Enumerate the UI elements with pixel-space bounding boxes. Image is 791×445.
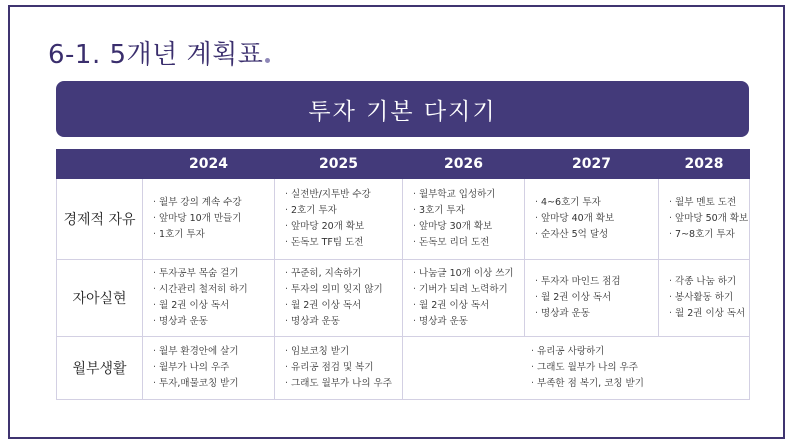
header-year: 2027 [525, 150, 659, 179]
cell-item: · 각종 나눔 하기 [669, 274, 749, 290]
cell-item: · 월부가 나의 우주 [153, 360, 274, 376]
cell-item: · 순자산 5억 달성 [535, 227, 658, 243]
cell-item: · 부족한 점 복기, 코칭 받기 [531, 376, 749, 392]
cell-item: · 실전반/지투반 수강 [285, 187, 402, 203]
cell-item: · 앞마당 10개 만들기 [153, 211, 274, 227]
header-year: 2028 [659, 150, 750, 179]
table-cell [525, 260, 659, 337]
page-title: 6-1. 5개년 계획표 [48, 34, 270, 71]
cell-item: · 월 2권 이상 독서 [413, 298, 524, 314]
title-dot-decoration [265, 58, 270, 63]
cell-item: · 시간관리 철저히 하기 [153, 282, 274, 298]
cell-item: · 명상과 운동 [153, 314, 274, 330]
table-cell [275, 260, 403, 337]
cell-item: · 돈독모 리더 도전 [413, 235, 524, 251]
cell-item: · 명상과 운동 [535, 306, 658, 322]
cell-item: · 월 2권 이상 독서 [153, 298, 274, 314]
cell-item: · 4~6호기 투자 [535, 195, 658, 211]
cell-item: · 앞마당 30개 확보 [413, 219, 524, 235]
cell-item: · 월부학교 입성하기 [413, 187, 524, 203]
cell-item: · 월 2권 이상 독서 [669, 306, 749, 322]
table-cell [659, 260, 750, 337]
cell-item: · 명상과 운동 [285, 314, 402, 330]
table-header-row [57, 150, 750, 179]
table-cell [403, 260, 525, 337]
plan-table [56, 149, 750, 400]
cell-item: · 꾸준히, 지속하기 [285, 266, 402, 282]
cell-item: · 월부 환경안에 살기 [153, 344, 274, 360]
cell-item: · 2호기 투자 [285, 203, 402, 219]
table-cell [275, 179, 403, 260]
table-cell [143, 337, 275, 400]
cell-item: · 7~8호기 투자 [669, 227, 749, 243]
header-year: 2024 [143, 150, 275, 179]
cell-item: · 앞마당 40개 확보 [535, 211, 658, 227]
cell-item: · 앞마당 50개 확보 [669, 211, 749, 227]
cell-item: · 투자공부 목숨 걸기 [153, 266, 274, 282]
cell-item: · 유리공 점검 및 복기 [285, 360, 402, 376]
row-label: 경제적 자유 [57, 179, 143, 260]
cell-item: · 유리공 사랑하기 [531, 344, 749, 360]
row-label: 자아실현 [57, 260, 143, 337]
cell-item: · 임보코칭 받기 [285, 344, 402, 360]
cell-item: · 월 2권 이상 독서 [535, 290, 658, 306]
header-year: 2025 [275, 150, 403, 179]
table-row [57, 179, 750, 260]
cell-item: · 봉사활동 하기 [669, 290, 749, 306]
table-cell [403, 179, 525, 260]
merged-cell [403, 337, 750, 400]
section-banner [56, 81, 749, 137]
cell-item: · 그래도 월부가 나의 우주 [285, 376, 402, 392]
table-row [57, 260, 750, 337]
banner-title: 투자 기본 다지기 [308, 98, 497, 125]
cell-item: · 그래도 월부가 나의 우주 [531, 360, 749, 376]
cell-item: · 월 2권 이상 독서 [285, 298, 402, 314]
cell-item: · 3호기 투자 [413, 203, 524, 219]
cell-item: · 나눔글 10개 이상 쓰기 [413, 266, 524, 282]
cell-item: · 월부 멘토 도전 [669, 195, 749, 211]
cell-item: · 1호기 투자 [153, 227, 274, 243]
cell-item: · 앞마당 20개 확보 [285, 219, 402, 235]
table-cell [525, 179, 659, 260]
table-cell [143, 179, 275, 260]
table-cell [659, 179, 750, 260]
cell-item: · 월부 강의 계속 수강 [153, 195, 274, 211]
row-label: 월부생활 [57, 337, 143, 400]
cell-item: · 명상과 운동 [413, 314, 524, 330]
cell-item: · 투자,매물코칭 받기 [153, 376, 274, 392]
table-row [57, 337, 750, 400]
header-corner [57, 150, 143, 179]
cell-item: · 기버가 되려 노력하기 [413, 282, 524, 298]
cell-item: · 돈독모 TF팀 도전 [285, 235, 402, 251]
table-cell [143, 260, 275, 337]
cell-item: · 투자자 마인드 점검 [535, 274, 658, 290]
cell-item: · 투자의 의미 잊지 않기 [285, 282, 402, 298]
header-year: 2026 [403, 150, 525, 179]
table-cell [275, 337, 403, 400]
